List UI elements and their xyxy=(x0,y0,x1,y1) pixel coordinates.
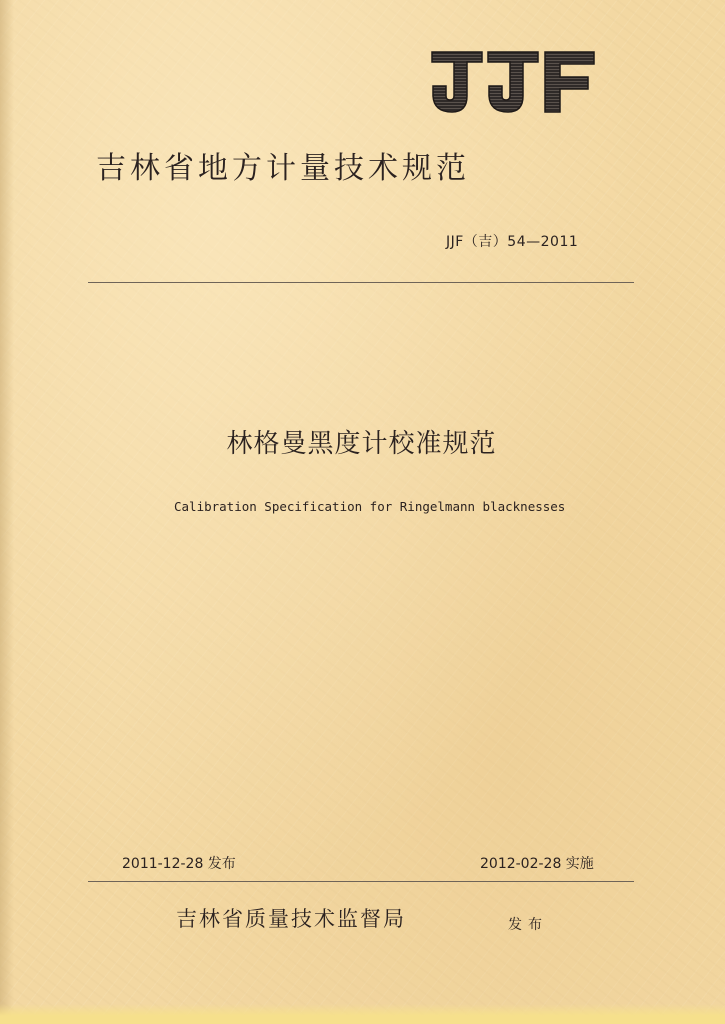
document-title-cn-text: 林格曼黑度计校准规范 xyxy=(226,429,497,459)
document-title-en: Calibration Specification for Ringelmann blacknesses xyxy=(174,499,566,514)
logo-letter-j1 xyxy=(432,52,482,112)
jjf-logo xyxy=(428,50,596,114)
org-series-title: 吉林省地方计量技术规范 xyxy=(96,151,470,186)
logo-letter-f xyxy=(545,52,594,112)
release-date: 2011-12-28 发布 xyxy=(122,856,236,872)
logo-letter-j2 xyxy=(488,52,538,112)
publisher-name: 吉林省质量技术监督局 xyxy=(176,907,406,931)
document-title-cn xyxy=(0,423,725,460)
effective-date: 2012-02-28 实施 xyxy=(480,856,594,872)
top-divider xyxy=(88,282,634,283)
publish-label: 发布 xyxy=(508,917,548,933)
bottom-divider xyxy=(88,881,634,882)
document-code: JJF（吉）54—2011 xyxy=(446,234,579,250)
page-left-edge xyxy=(0,0,14,1024)
page-bottom-edge xyxy=(0,1004,725,1024)
